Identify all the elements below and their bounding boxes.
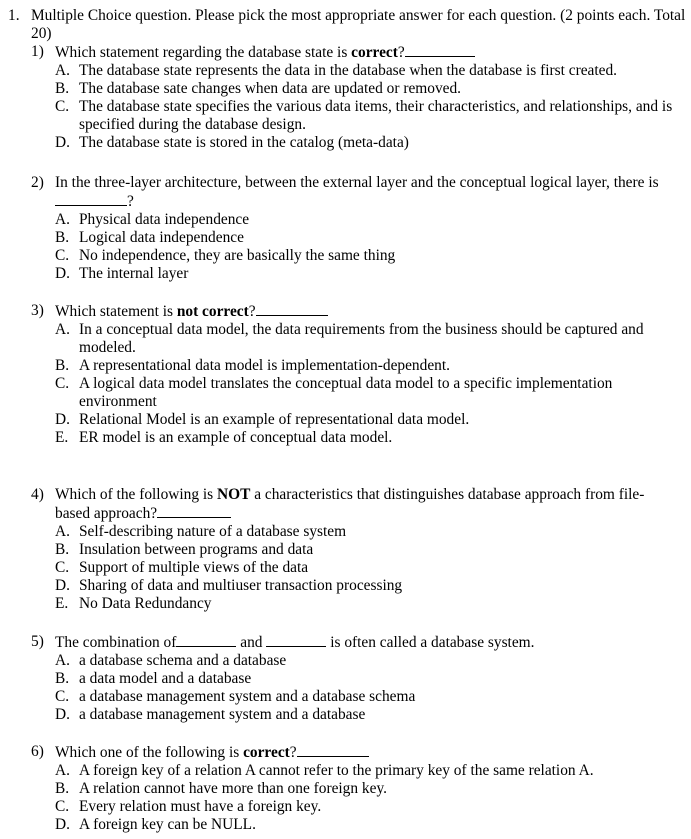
option-d: D. The database state is stored in the catalog (meta-data): [55, 134, 409, 151]
option-c: C. Support of multiple views of the data: [55, 559, 309, 576]
section-instructions: Multiple Choice question. Please pick the most appropriate answer for each question. (2 points each. Total 20): [31, 7, 686, 42]
option-c: C. a database management system and a database schema: [55, 688, 416, 705]
question-emphasis: not correct: [176, 303, 249, 320]
question-text: In the three-layer architecture, between the external layer and the conceptual logical layer, there is: [55, 174, 659, 191]
question-text: Which statement regarding the database state is: [55, 44, 352, 61]
question-emphasis: NOT: [217, 486, 251, 503]
option-e: E. ER model is an example of conceptual data model.: [55, 429, 393, 446]
answer-blank: [157, 504, 231, 518]
answer-blank-2: [266, 633, 326, 647]
option-a: A. a database schema and a database: [55, 652, 287, 669]
question-number: 4): [31, 486, 44, 503]
question-emphasis: correct: [243, 744, 290, 761]
option-d: D. A foreign key can be NULL.: [55, 816, 256, 833]
answer-blank: [297, 743, 369, 757]
question-text-end: ?: [248, 303, 256, 320]
option-a: A. In a conceptual data model, the data requirements from the business should be captured and modeled.: [55, 321, 644, 356]
question-number: 5): [31, 633, 44, 650]
option-c: C. No independence, they are basically the same thing: [55, 247, 396, 264]
option-a: A. A foreign key of a relation A cannot refer to the primary key of the same relation A.: [55, 762, 594, 779]
question-number: 3): [31, 302, 44, 319]
option-b: B. A relation cannot have more than one foreign key.: [55, 780, 387, 797]
option-c: C. The database state specifies the various data items, their characteristics, and relationships, and is specified during the database design.: [55, 98, 673, 133]
question-5: [31, 633, 681, 724]
option-b: B. a data model and a database: [55, 670, 252, 687]
option-e: E. No Data Redundancy: [55, 595, 212, 612]
answer-blank-1: [176, 633, 236, 647]
option-d: D. The internal layer: [55, 265, 189, 282]
section-number: 1.: [8, 7, 20, 24]
option-b: B. Insulation between programs and data: [55, 541, 314, 558]
option-d: D. Relational Model is an example of representational data model.: [55, 411, 470, 428]
answer-blank: [405, 43, 475, 57]
option-d: D. a database management system and a database: [55, 706, 366, 723]
question-text: Which statement is: [55, 303, 177, 320]
question-text-end: a characteristics that distinguishes database approach from file-based approach?: [55, 486, 645, 522]
question-text-end: is often called a database system.: [330, 634, 535, 651]
question-2: [31, 174, 681, 283]
question-text: Which of the following is: [55, 486, 217, 503]
question-text-end: ?: [289, 744, 297, 761]
option-b: B. Logical data independence: [55, 229, 244, 246]
option-b: B. The database sate changes when data are updated or removed.: [55, 80, 462, 97]
option-a: A. The database state represents the data in the database when the database is first created.: [55, 62, 618, 79]
option-a: A. Physical data independence: [55, 211, 250, 228]
option-d: D. Sharing of data and multiuser transaction processing: [55, 577, 403, 594]
question-3: [31, 302, 681, 447]
option-c: C. A logical data model translates the conceptual data model to a specific implementation environment: [55, 375, 613, 410]
question-number: 1): [31, 43, 44, 60]
question-4: [31, 486, 681, 613]
question-text: Which one of the following is: [55, 744, 244, 761]
question-text-mid: and: [240, 634, 263, 651]
question-text-end: ?: [397, 44, 405, 61]
question-emphasis: correct: [351, 44, 398, 61]
option-b: B. A representational data model is implementation-dependent.: [55, 357, 450, 374]
answer-blank: [55, 192, 127, 206]
question-1: [31, 43, 681, 152]
question-number: 6): [31, 743, 44, 760]
answer-blank: [256, 302, 328, 316]
question-number: 2): [31, 174, 44, 191]
option-c: C. Every relation must have a foreign key.: [55, 798, 322, 815]
question-6: [31, 743, 681, 834]
question-text-end: ?: [127, 193, 134, 210]
option-a: A. Self-describing nature of a database system: [55, 523, 347, 540]
question-text: The combination of: [55, 634, 177, 651]
